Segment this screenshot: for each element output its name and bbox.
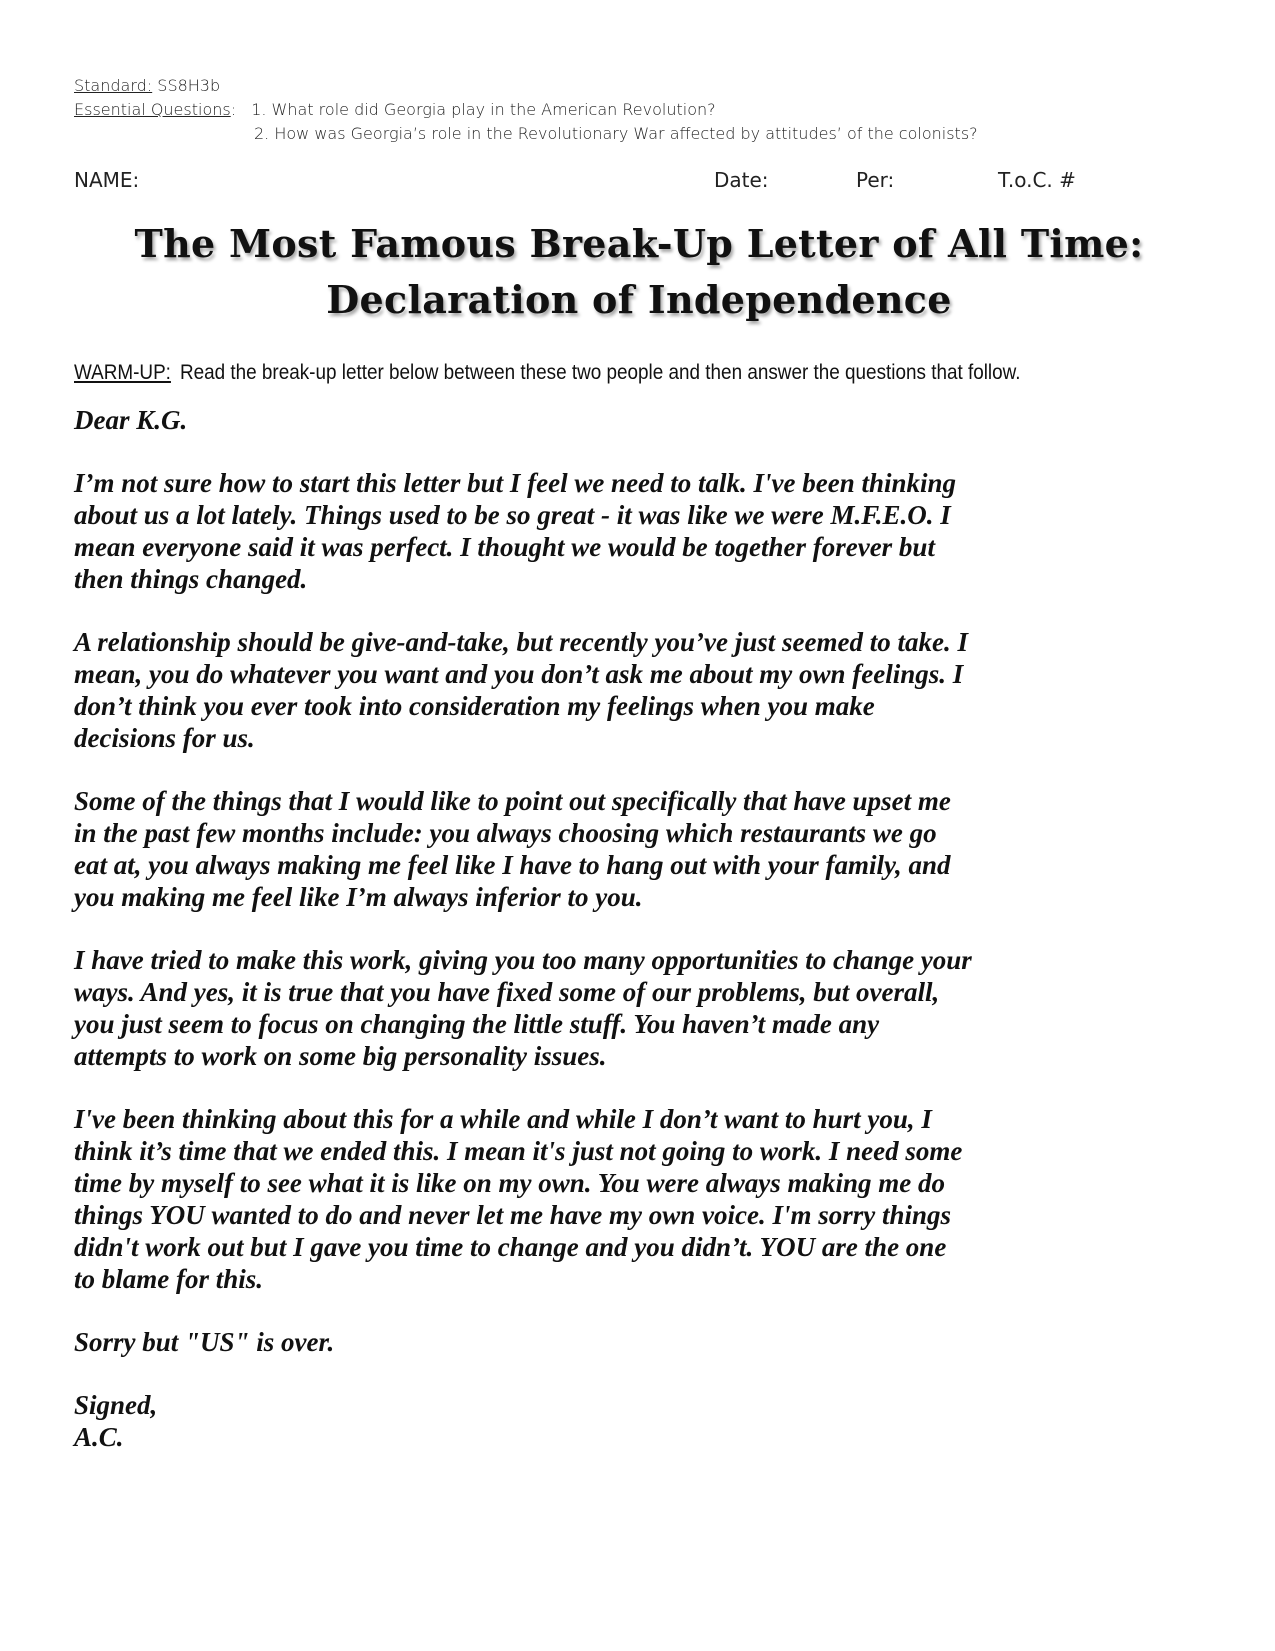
- date-label: Date:: [714, 168, 769, 192]
- letter-paragraph: I’m not sure how to start this letter but I feel we need to talk. I've been thinking about us a lot lately. Things used to be so great - it was like we were M.F.E.O. I mean everyone said it was perfect. I thought we would be together forever but then things changed.: [74, 468, 957, 594]
- letter-paragraph: I have tried to make this work, giving you too many opportunities to change your ways. And yes, it is true that you have fixed some of our problems, but overall, you just seem to focus on changing the little stuff. You haven’t made any attempts to work on some big personality issues.: [74, 945, 972, 1071]
- essential-question-1: 1. What role did Georgia play in the American Revolution?: [251, 100, 716, 119]
- student-info-row: [74, 162, 1204, 196]
- breakup-letter: [74, 404, 974, 1453]
- essential-questions-colon: :: [230, 100, 237, 119]
- title-line-2: Declaration of Independence: [326, 277, 952, 322]
- letter-paragraph: I've been thinking about this for a while and while I don’t want to hurt you, I think it’s time that we ended this. I mean it's just not going to work. I need some time by myself to see what it is like on my own. You were always making me do things YOU wanted to do and never let me have my own voice. I'm sorry things didn't work out but I gave you time to change and you didn’t. YOU are the one to blame for this.: [74, 1104, 963, 1294]
- warmup-text: Read the break-up letter below between these two people and then answer the questions that follow.: [179, 361, 1021, 384]
- letter-greeting: Dear K.G.: [74, 405, 188, 435]
- worksheet-page: [74, 74, 1204, 1453]
- letter-paragraph: A relationship should be give-and-take, but recently you’ve just seemed to take. I mean, you do whatever you want and you don’t ask me about my own feelings. I don’t think you ever took into consideration my feelings when you make decisions for us.: [74, 627, 968, 753]
- letter-closing: Sorry but "US" is over.: [74, 1327, 335, 1357]
- toc-label: T.o.C. #: [998, 168, 1076, 192]
- name-label: NAME:: [74, 168, 140, 192]
- letter-signature: A.C.: [74, 1422, 124, 1452]
- period-label: Per:: [856, 168, 895, 192]
- letter-signoff: Signed,: [74, 1390, 158, 1420]
- standard-line: [74, 74, 1204, 98]
- page-title: [74, 216, 1204, 328]
- essential-question-2: 2. How was Georgia’s role in the Revolutionary War affected by attitudes’ of the colonists?: [254, 124, 978, 143]
- essential-question-1-line: [74, 98, 1204, 122]
- standard-label: Standard:: [74, 76, 153, 95]
- essential-questions-label: Essential Questions: [74, 100, 231, 119]
- letter-paragraph: Some of the things that I would like to point out specifically that have upset me in the past few months include: you always choosing which restaurants we go eat at, you always making me feel like I have to hang out with your family, and you making me feel like I’m always inferior to you.: [74, 786, 951, 912]
- warmup-instructions: [74, 358, 1091, 388]
- title-line-1: The Most Famous Break-Up Letter of All Time:: [134, 221, 1144, 266]
- warmup-label: WARM-UP:: [74, 361, 171, 384]
- standard-value: SS8H3b: [157, 76, 221, 95]
